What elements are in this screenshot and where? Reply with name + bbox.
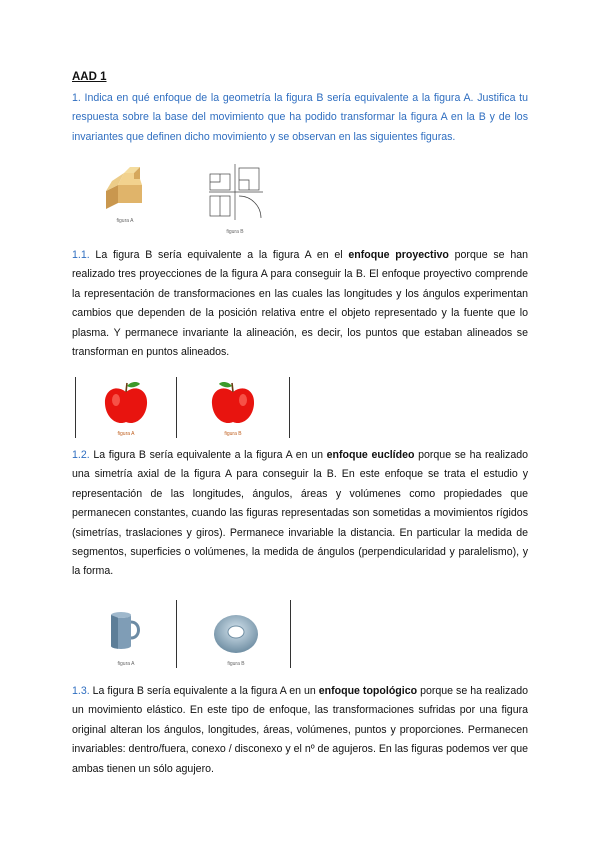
section-1-3-text-end: porque se ha realizado un movimiento elástico. En este tipo de enfoque, las transformaciones sufridas por una figura original alteran los ángulos, longitudes, áreas, volúmenes, puntos y proporciones. Permanecen invariables: dentro/fuera, conexo / disconexo y el nº de agujeros. En las figuras podemos ver que ambas tienen un sólo agujero. xyxy=(72,685,528,775)
figure-a-caption: figura A xyxy=(117,431,135,437)
figure-b-torus xyxy=(209,612,263,668)
section-1-1-text-start: La figura B sería equivalente a la figura A en el xyxy=(89,249,349,261)
section-1-1-text-end: porque se han realizado tres proyecciones de la figura A para conseguir la B. El enfoque proyectivo comprende la representación de transformaciones en las cuales las longitudes y los ángulos experimentan cambios que dependen de la posición relativa entre el objeto representado y la fuente que lo plasma. Y permanece invariante la alineación, es decir, los puntos que estaban alineados se transforman en puntos alineados. xyxy=(72,249,528,359)
section-1-1-number: 1.1. xyxy=(72,249,90,261)
section-1-3-number: 1.3. xyxy=(72,685,90,697)
question-text: 1. Indica en qué enfoque de la geometría la figura B sería equivalente a la figura A. Justifica tu respuesta sobre la base del movimiento que ha podido transformar la figura A en la B y de los invariantes que definen dicho movimiento y se observan en las siguientes figuras. xyxy=(72,92,528,143)
figure-b-caption: figura B xyxy=(227,661,245,667)
figure-a-stairs xyxy=(100,163,150,233)
section-1-2-text-end: porque se ha realizado una simetría axial de la figura A para conseguir la B. En este enfoque se trata el estudio y representación de las longitudes, ángulos, áreas y volúmenes como propiedades que permanecen constantes, cuando las figuras representadas son sometidas a movimientos rígidos (simetrías, traslaciones y giros). Permanece invariable la distancia. En particular la medida de segmentos, superficies o volúmenes, la medida de ángulos (perpendicularidad y paralelismo), y la forma. xyxy=(72,449,528,578)
section-1-1 xyxy=(72,246,528,362)
page-heading: AAD 1 xyxy=(72,71,107,83)
figure-a-mug xyxy=(101,608,151,668)
divider-line xyxy=(290,600,291,668)
figure-a-apple xyxy=(101,380,151,440)
figure-a-caption: figura A xyxy=(116,218,134,224)
section-1-2 xyxy=(72,446,528,582)
divider-line xyxy=(176,377,177,438)
figure-b-projections xyxy=(205,162,265,236)
divider-line xyxy=(75,377,76,438)
section-1-1-term: enfoque proyectivo xyxy=(348,249,449,261)
section-1-2-text-start: La figura B sería equivalente a la figura A en un xyxy=(89,449,327,461)
figure-a-caption: figura A xyxy=(117,661,135,667)
divider-line xyxy=(176,600,177,668)
section-1-3 xyxy=(72,682,528,779)
figure-b-caption: figura B xyxy=(224,431,242,437)
figure-b-apple-mirrored xyxy=(208,380,258,440)
section-1-3-term: enfoque topológico xyxy=(318,685,418,697)
figure-b-caption: figura B xyxy=(226,229,244,235)
divider-line xyxy=(289,377,290,438)
section-1-2-term: enfoque euclídeo xyxy=(326,449,415,461)
section-1-2-number: 1.2. xyxy=(72,449,90,461)
section-1-3-text-start: La figura B sería equivalente a la figura A en un xyxy=(89,685,319,697)
